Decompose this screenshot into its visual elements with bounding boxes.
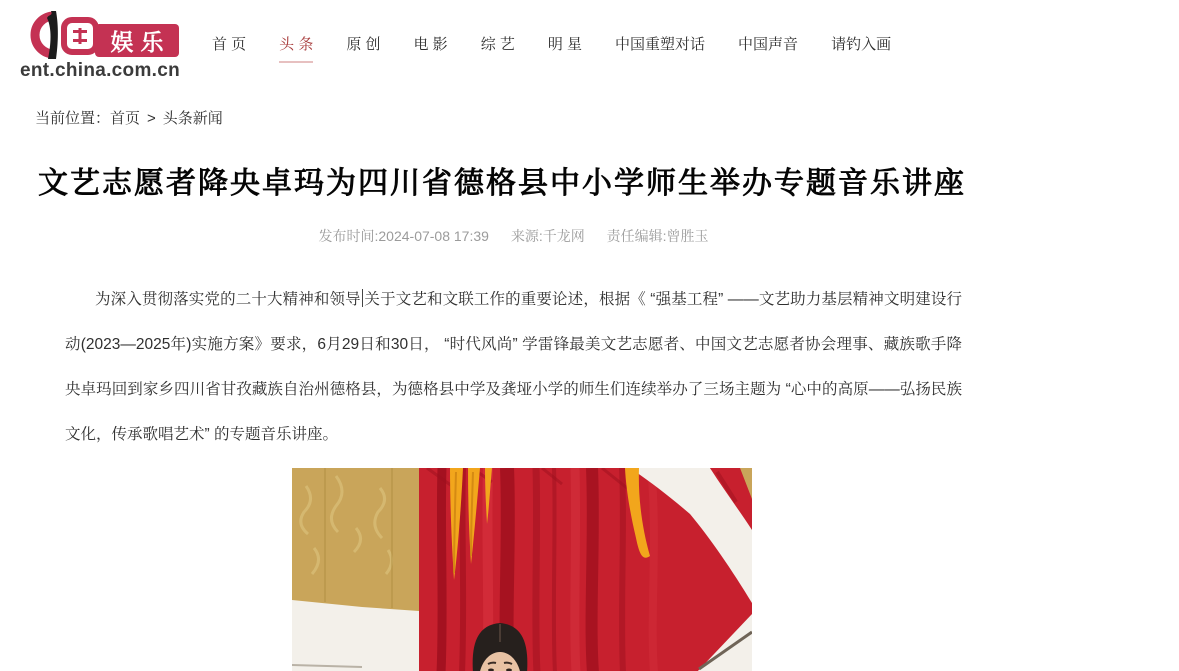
nav-item-headlines[interactable]: 头 条 xyxy=(279,33,313,63)
breadcrumb-current-link[interactable]: 头条新闻 xyxy=(162,110,223,127)
article-meta xyxy=(65,226,962,246)
nav-item-original[interactable]: 原 创 xyxy=(346,36,381,53)
breadcrumb-home-link[interactable]: 首页 xyxy=(110,110,141,127)
nav-item-movies[interactable]: 电 影 xyxy=(413,36,448,53)
article-paragraph xyxy=(65,277,962,457)
nav-item-stars[interactable]: 明 星 xyxy=(547,36,583,53)
china-brand-icon xyxy=(20,10,98,60)
article-editor: 责任编辑:曾胜玉 xyxy=(606,228,709,244)
breadcrumb-label: 当前位置： xyxy=(35,110,111,127)
logo-badge: 娱乐 xyxy=(95,24,179,57)
article-title: 文艺志愿者降央卓玛为四川省德格县中小学师生举办专题音乐讲座 xyxy=(38,167,966,200)
site-logo[interactable] xyxy=(20,8,180,84)
paragraph-text-before-caret: 为深入贯彻落实党的二十大精神和领导 xyxy=(95,291,361,308)
article-photo xyxy=(292,468,752,671)
main-nav xyxy=(212,33,891,63)
breadcrumb-separator: > xyxy=(147,110,156,127)
breadcrumb xyxy=(35,107,223,128)
photo-illustration xyxy=(292,468,752,671)
nav-item-into-painting[interactable]: 请钓入画 xyxy=(831,36,892,53)
nav-item-variety[interactable]: 综 艺 xyxy=(480,36,515,53)
paragraph-text-after-caret: 关于文艺和文联工作的重要论述，根据《 “强基工程” ——文艺助力基层精神文明建设行动(2023—2025年)实施方案》要求，6月29日和30日， “时代风尚” 学雷锋最美文艺志愿者、中国文艺志愿者协会理事、藏族歌手降央卓玛回到家乡四川省甘孜藏族自治州德格县，为德格县中学及龚垭小学的师生们连续举办了三场主题为 “心中的高原——弘扬民族文化，传承歌唱艺术” 的专题音乐讲座。 xyxy=(65,291,962,443)
article-source: 来源:千龙网 xyxy=(510,228,585,244)
logo-domain-text: ent.china.com.cn xyxy=(20,60,181,81)
nav-item-china-voice[interactable]: 中国声音 xyxy=(738,36,799,53)
nav-item-home[interactable]: 首 页 xyxy=(212,36,247,53)
nav-item-china-dialogue[interactable]: 中国重塑对话 xyxy=(615,36,706,53)
publish-time: 发布时间:2024-07-08 17:39 xyxy=(318,228,489,244)
